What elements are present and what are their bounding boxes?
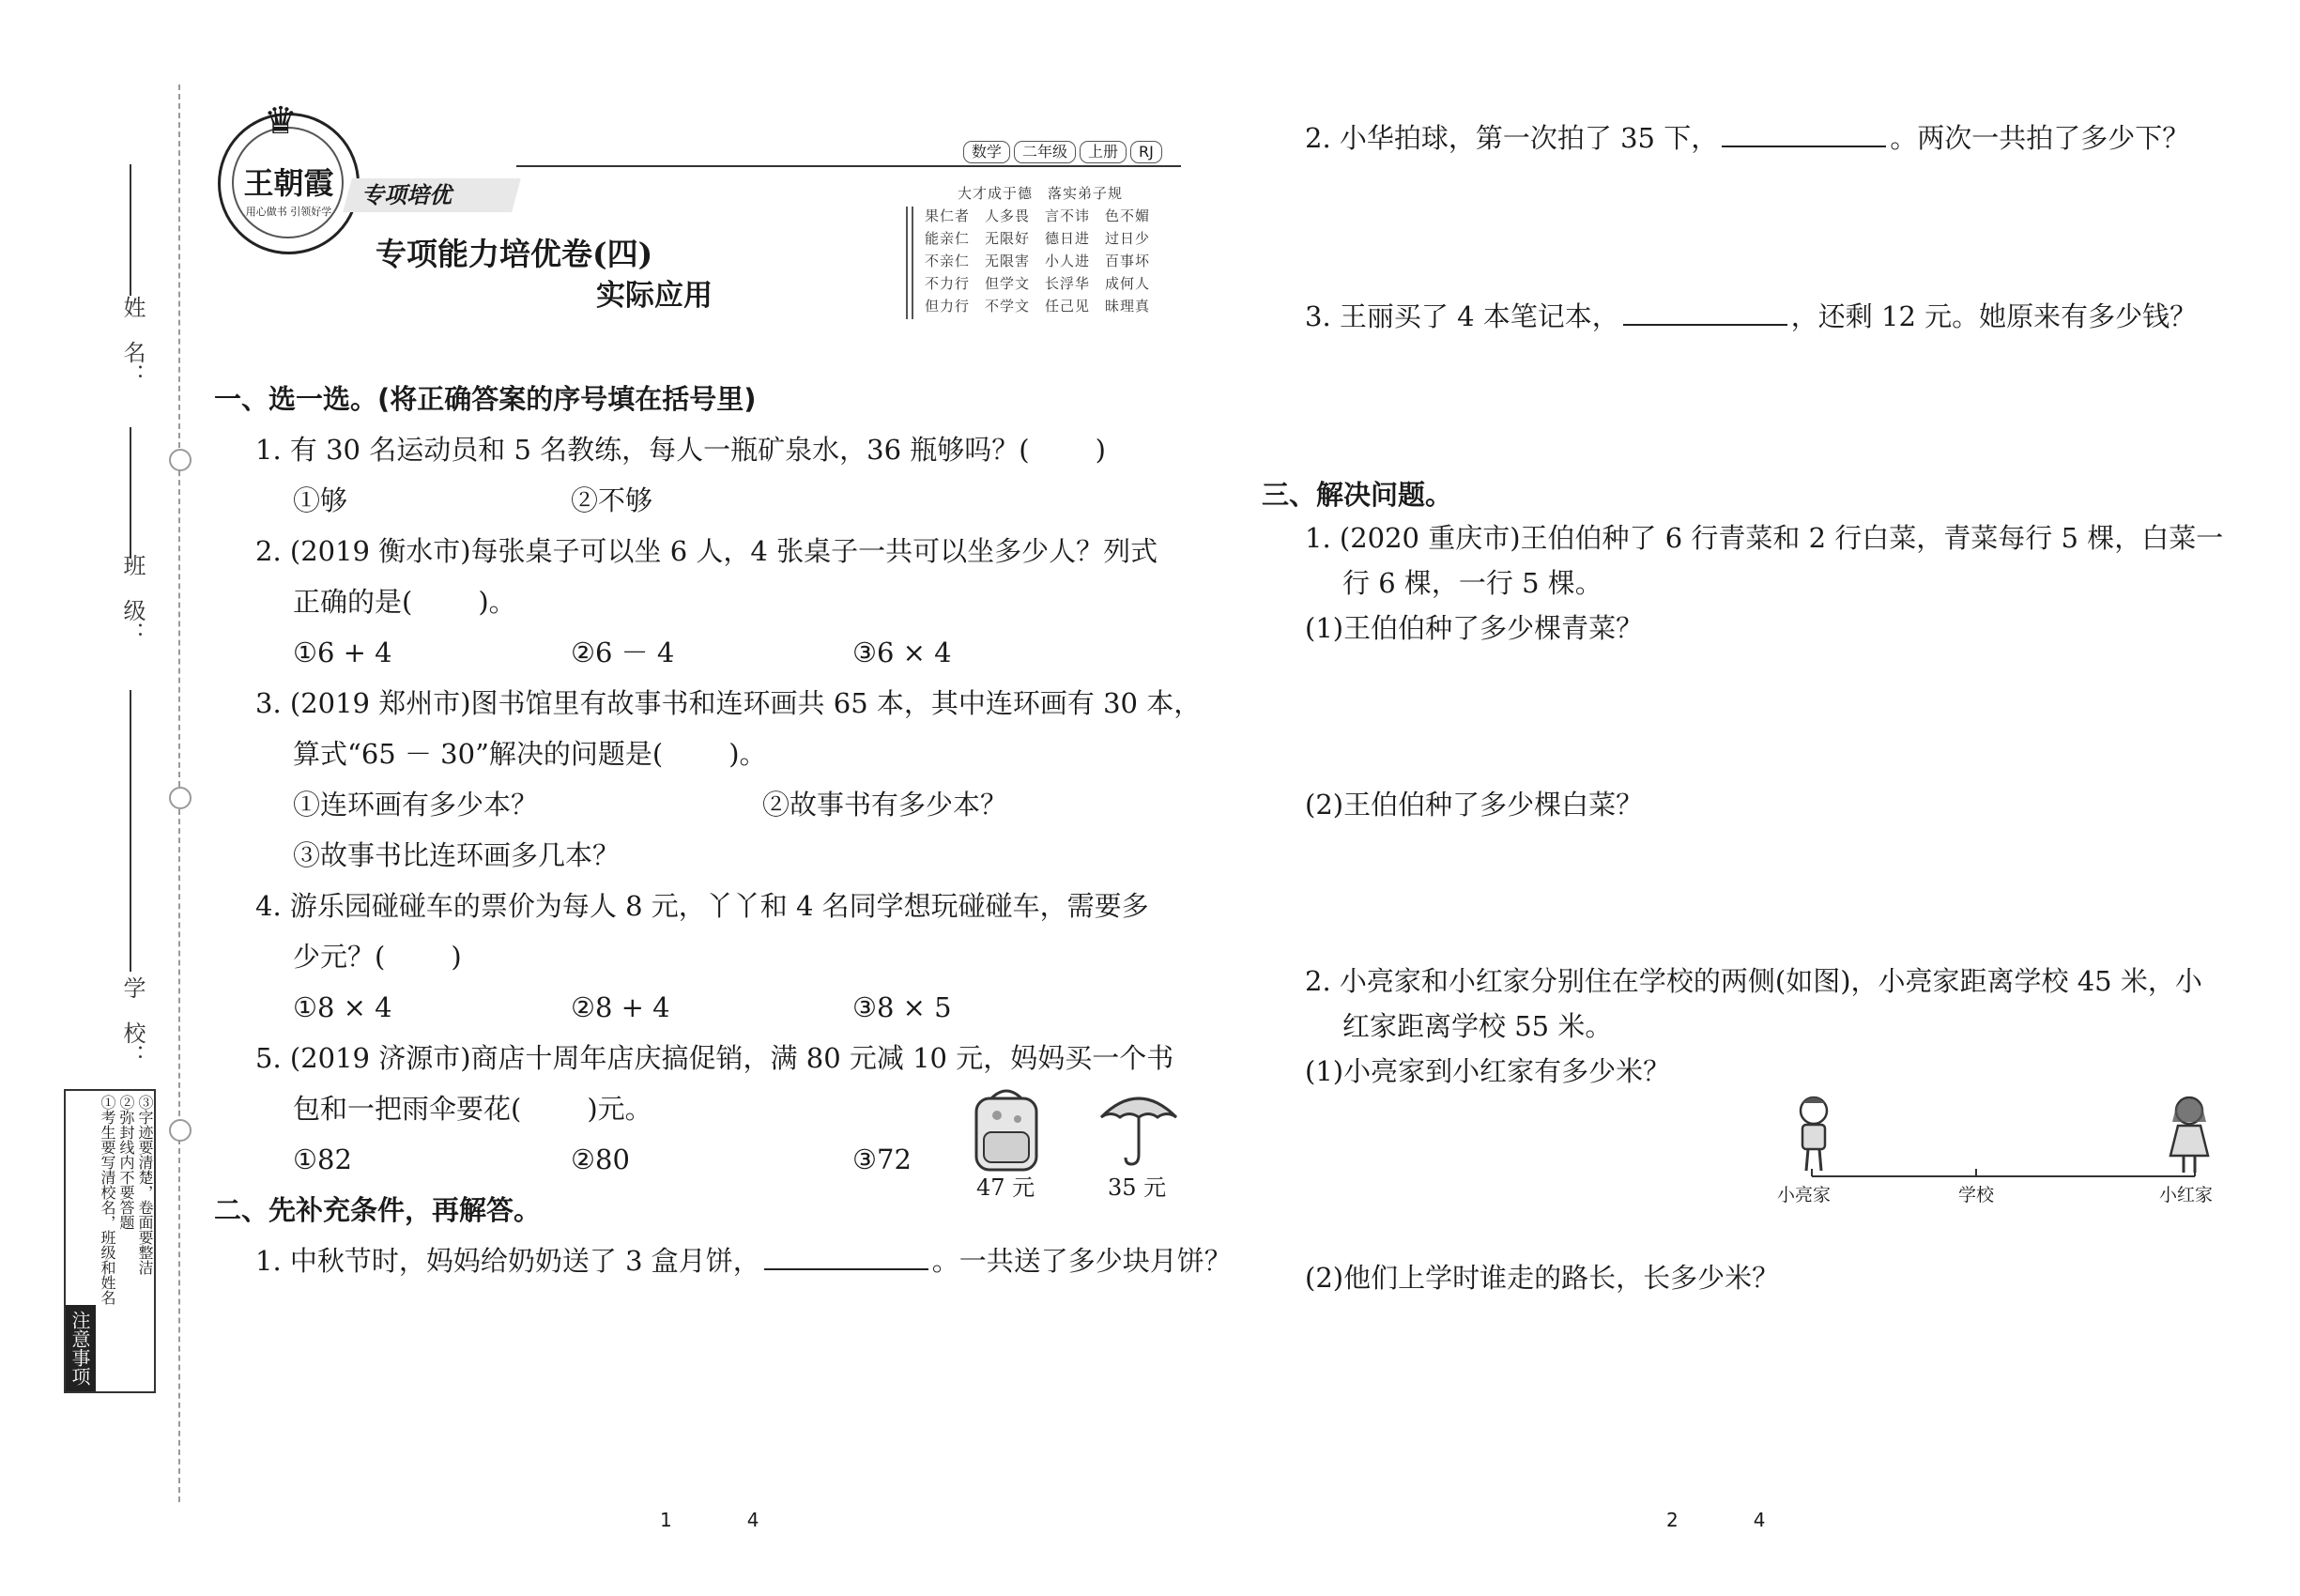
- q1-4-option-b[interactable]: ②8 + 4: [571, 991, 670, 1023]
- q1-3-option-c[interactable]: ③故事书比连环画多几本？: [293, 839, 621, 871]
- notice-item: ②弥封线内不要答题: [117, 1095, 135, 1230]
- brand-name: 王朝霞: [243, 165, 334, 201]
- subject-tags: [959, 141, 1162, 163]
- q2-2-condition-blank[interactable]: [1722, 123, 1886, 147]
- crown-icon: ♛: [264, 100, 298, 143]
- brand-sub: 用心做书 引领好学: [245, 206, 332, 218]
- q1-3-line2: 算式“65 － 30”解决的问题是( )。: [293, 738, 767, 770]
- q3-2-line1: 2. 小亮家和小红家分别住在学校的两侧(如图)，小亮家距离学校 45 米，小: [1305, 965, 2202, 997]
- q1-1-option-b[interactable]: ②不够: [571, 484, 653, 516]
- motto-line: 但力行 不学文 任己见 昧理真: [925, 298, 1151, 315]
- section2-title: 二、先补充条件，再解答。: [214, 1194, 542, 1226]
- umbrella-price: 35 元: [1108, 1174, 1167, 1201]
- q1-4-line2: 少元？( ): [293, 941, 462, 973]
- binding-marker: [169, 787, 192, 809]
- q3-1-line2: 行 6 棵，一行 5 棵。: [1342, 567, 1602, 599]
- motto-divider: [906, 207, 908, 319]
- q3-1-line1: 1. (2020 重庆市)王伯伯种了 6 行青菜和 2 行白菜，青菜每行 5 棵，白菜一: [1305, 522, 2224, 554]
- class-label: 班 级：: [119, 554, 146, 644]
- name-label: 姓 名：: [119, 296, 146, 386]
- page-title: 专项能力培优卷(四): [376, 236, 653, 272]
- motto-line: 果仁者 人多畏 言不讳 色不媚: [925, 207, 1151, 224]
- q2-2-text: 2. 小华拍球，第一次拍了 35 下， 。两次一共拍了多少下？: [1305, 122, 2190, 154]
- header-rule: [516, 165, 1181, 167]
- tag-edition: RJ: [1130, 141, 1162, 163]
- q2-1-text: 1. 中秋节时，妈妈给奶奶送了 3 盒月饼， 。一共送了多少块月饼？: [255, 1245, 1232, 1277]
- map-label-school: 学校: [1958, 1185, 1995, 1205]
- school-bag-icon: [969, 1080, 1044, 1174]
- q1-2-option-b[interactable]: ②6 － 4: [571, 637, 675, 668]
- notice-box: [64, 1089, 156, 1393]
- q3-2-line2: 红家距离学校 55 米。: [1342, 1010, 1613, 1042]
- q1-2-line2: 正确的是( )。: [293, 586, 516, 618]
- map-label-xiaohong-home: 小红家: [2159, 1185, 2214, 1205]
- q2-3-condition-blank[interactable]: [1623, 301, 1787, 326]
- section3-title: 三、解决问题。: [1262, 479, 1453, 511]
- school-label: 学 校：: [119, 976, 146, 1067]
- q1-1-option-a[interactable]: ①够: [293, 484, 348, 516]
- q1-2-option-a[interactable]: ①6 + 4: [293, 637, 392, 668]
- q1-3-line1: 3. (2019 郑州市)图书馆里有故事书和连环画共 65 本，其中连环画有 30 本，: [255, 687, 1202, 719]
- q1-3-option-a[interactable]: ①连环画有多少本？: [293, 789, 539, 821]
- motto-line: 能亲仁 无限好 德日进 过日少: [925, 230, 1151, 247]
- q2-1-condition-blank[interactable]: [764, 1246, 928, 1270]
- q1-5-option-c[interactable]: ③72: [852, 1143, 912, 1175]
- q3-2-sub2[interactable]: (2)他们上学时谁走的路长，长多少米？: [1305, 1262, 1780, 1294]
- class-blank-line[interactable]: [130, 427, 131, 559]
- tag-term: 上册: [1080, 141, 1127, 163]
- q2-3-text: 3. 王丽买了 4 本笔记本， ，还剩 12 元。她原来有多少钱？: [1305, 300, 2198, 332]
- notice-item: ①考生要写清校名，班级和姓名: [99, 1095, 116, 1305]
- q1-5-line2: 包和一把雨伞要花( )元。: [293, 1093, 652, 1125]
- binding-marker: [169, 449, 192, 471]
- girl-figure-icon: [2170, 1097, 2208, 1173]
- page-subtitle: 实际应用: [596, 279, 713, 313]
- motto-line: 不力行 但学文 长浮华 成何人: [925, 275, 1151, 292]
- motto-line: 不亲仁 无限害 小人进 百事坏: [925, 253, 1151, 269]
- section-banner-label: 专项培优: [361, 182, 452, 208]
- q1-4-option-c[interactable]: ③8 × 5: [852, 991, 952, 1023]
- left-page-number: 1 4: [660, 1509, 759, 1531]
- q3-1-sub2[interactable]: (2)王伯伯种了多少棵白菜？: [1305, 789, 1644, 821]
- map-label-xiaoliang-home: 小亮家: [1777, 1185, 1832, 1205]
- umbrella-icon: [1096, 1084, 1181, 1169]
- notice-item: ③字迹要清楚，卷面要整洁: [136, 1095, 154, 1275]
- q1-5-line1: 5. (2019 济源市)商店十周年店庆搞促销，满 80 元减 10 元，妈妈买一个书: [255, 1042, 1174, 1074]
- section1-title: 一、选一选。(将正确答案的序号填在括号里): [214, 383, 757, 415]
- notice-title: 注意事项: [66, 1305, 96, 1391]
- binding-marker: [169, 1119, 192, 1142]
- q1-2-line1: 2. (2019 衡水市)每张桌子可以坐 6 人，4 张桌子一共可以坐多少人？列式: [255, 535, 1158, 567]
- bag-price: 47 元: [976, 1174, 1035, 1201]
- q1-3-option-b[interactable]: ②故事书有多少本？: [762, 789, 1008, 821]
- brand-logo: [218, 100, 360, 254]
- q3-1-sub1[interactable]: (1)王伯伯种了多少棵青菜？: [1305, 612, 1644, 644]
- q1-1-text: 1. 有 30 名运动员和 5 名教练，每人一瓶矿泉水，36 瓶够吗？( ): [255, 434, 1106, 466]
- right-page-number: 2 4: [1666, 1509, 1766, 1531]
- tag-grade: 二年级: [1014, 141, 1076, 163]
- q1-4-option-a[interactable]: ①8 × 4: [293, 991, 392, 1023]
- q1-1-stem: 1. 有 30 名运动员和 5 名教练，每人一瓶矿泉水，36 瓶够吗？(: [255, 434, 1030, 466]
- name-blank-line[interactable]: [130, 164, 131, 296]
- q1-5-option-b[interactable]: ②80: [571, 1143, 630, 1175]
- binding-margin: [0, 0, 188, 1596]
- q3-2-sub1[interactable]: (1)小亮家到小红家有多少米？: [1305, 1055, 1671, 1087]
- tag-subject: 数学: [963, 141, 1010, 163]
- boy-figure-icon: [1801, 1097, 1827, 1171]
- q1-4-line1: 4. 游乐园碰碰车的票价为每人 8 元，丫丫和 4 名同学想玩碰碰车，需要多: [255, 890, 1149, 922]
- school-blank-line[interactable]: [130, 690, 131, 972]
- q1-2-option-c[interactable]: ③6 × 4: [852, 637, 952, 668]
- motto-title: 大才成于德 落实弟子规: [958, 185, 1124, 202]
- q1-5-option-a[interactable]: ①82: [293, 1143, 352, 1175]
- motto-divider: [912, 207, 913, 319]
